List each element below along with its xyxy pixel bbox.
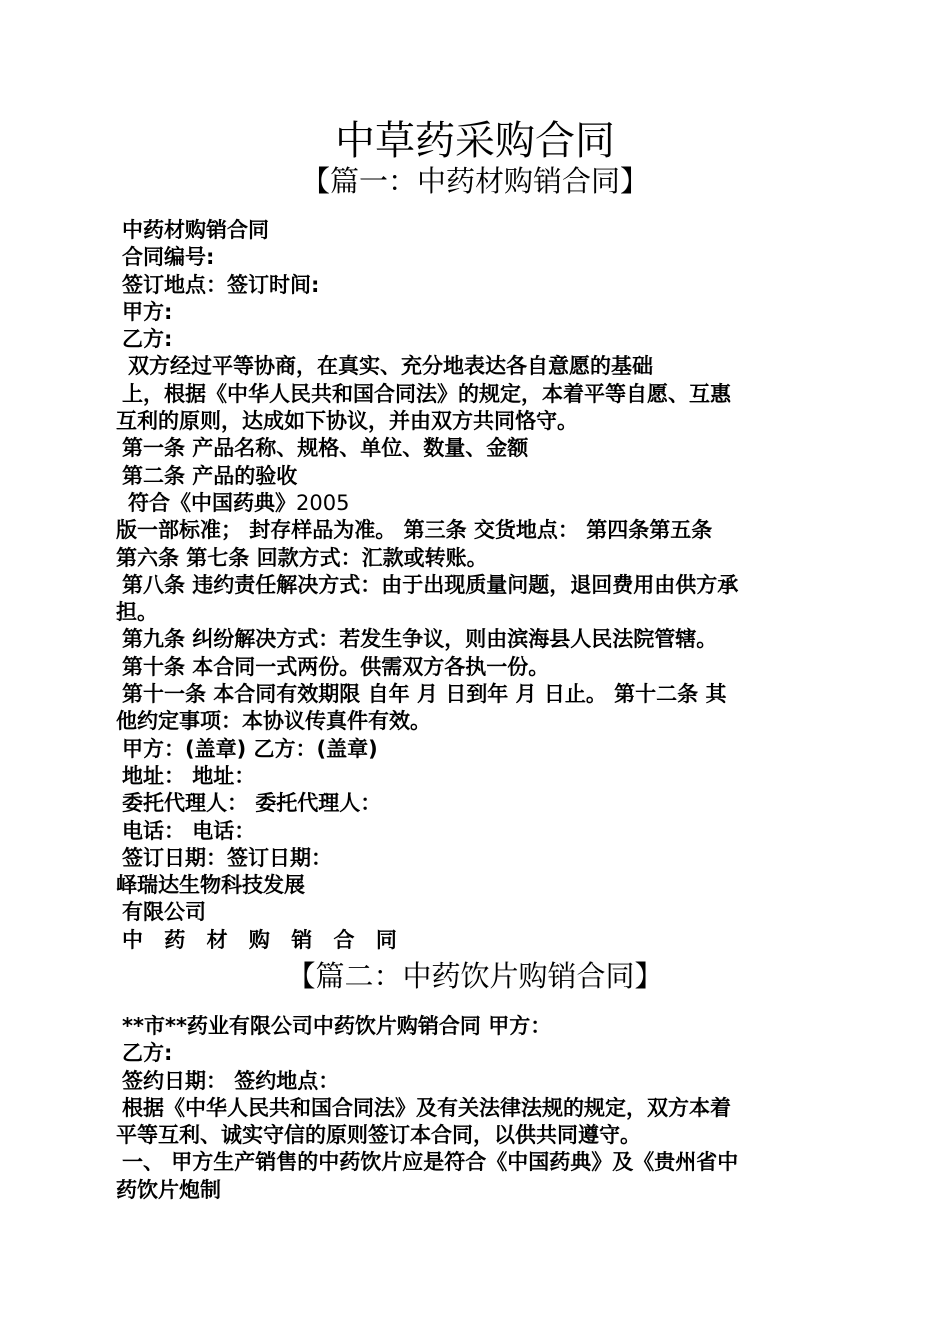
text-line: 乙方:	[122, 1041, 173, 1066]
text-line: 中 药 材 购 销 合 同	[122, 927, 404, 952]
text-line: 签约日期： 签约地点：	[122, 1068, 340, 1093]
section-2-body	[116, 1013, 834, 1204]
section-1-heading: 【篇一：中药材购销合同】	[300, 164, 649, 198]
text-line: **市**药业有限公司中药饮片购销合同 甲方：	[122, 1014, 552, 1038]
text-line: 有限公司	[122, 900, 206, 925]
text-line: 一、 甲方生产销售的中药饮片应是符合《中国药典》及《贵州省中	[122, 1150, 739, 1175]
text-line	[116, 490, 834, 517]
text-line: 第二条 产品的验收	[122, 463, 298, 488]
text-line: 第六条 第七条 回款方式：汇款或转账。	[116, 545, 488, 570]
text-line: 互利的原则，达成如下协议，并由双方共同恪守。	[116, 409, 578, 434]
text-line: 根据《中华人民共和国合同法》及有关法律法规的规定，双方本着	[122, 1095, 731, 1120]
text-line: 上，根据《中华人民共和国合同法》的规定，本着平等自愿、互惠	[122, 381, 731, 406]
text-segment: 2005	[296, 490, 350, 515]
text-line: 乙方:	[122, 327, 173, 352]
text-line: 双方经过平等协商，在真实、充分地表达各自意愿的基础	[128, 354, 653, 379]
text-line: 地址： 地址：	[122, 763, 256, 788]
text-line: 药饮片炮制	[116, 1177, 221, 1202]
section-1-body	[116, 217, 834, 954]
document-title: 中草药采购合同	[335, 118, 615, 164]
text-line: 签订地点：签订时间:	[122, 272, 320, 297]
text-line: 甲方:	[122, 299, 173, 324]
section-2-heading: 【篇二：中药饮片购销合同】	[286, 959, 664, 993]
text-line: 他约定事项：本协议传真件有效。	[116, 709, 431, 734]
text-line: 合同编号:	[122, 245, 215, 270]
text-line: 版一部标准； 封存样品为准。 第三条 交货地点： 第四条第五条	[116, 518, 713, 543]
text-line: 峄瑞达生物科技发展	[116, 873, 305, 898]
text-line: 第十条 本合同一式两份。供需双方各执一份。	[122, 654, 550, 679]
text-line: 中药材购销合同	[122, 218, 269, 242]
text-line: 委托代理人： 委托代理人：	[122, 791, 382, 816]
text-line: 第八条 违约责任解决方式：由于出现质量问题，退回费用由供方承	[122, 572, 739, 597]
text-line: 第九条 纠纷解决方式：若发生争议，则由滨海县人民法院管辖。	[122, 627, 718, 652]
text-line: 甲方：(盖章) 乙方：(盖章)	[122, 736, 378, 761]
text-line: 签订日期：签订日期：	[122, 845, 332, 870]
text-line: 第一条 产品名称、规格、单位、数量、金额	[122, 436, 529, 461]
text-line: 担。	[116, 600, 158, 625]
text-segment: 符合《中国药典》	[128, 490, 296, 515]
text-line: 第十一条 本合同有效期限 自年 月 日到年 月 日止。 第十二条 其	[122, 682, 727, 707]
text-line: 平等互利、诚实守信的原则签订本合同，以供共同遵守。	[116, 1123, 641, 1148]
text-line: 电话： 电话：	[122, 818, 256, 843]
